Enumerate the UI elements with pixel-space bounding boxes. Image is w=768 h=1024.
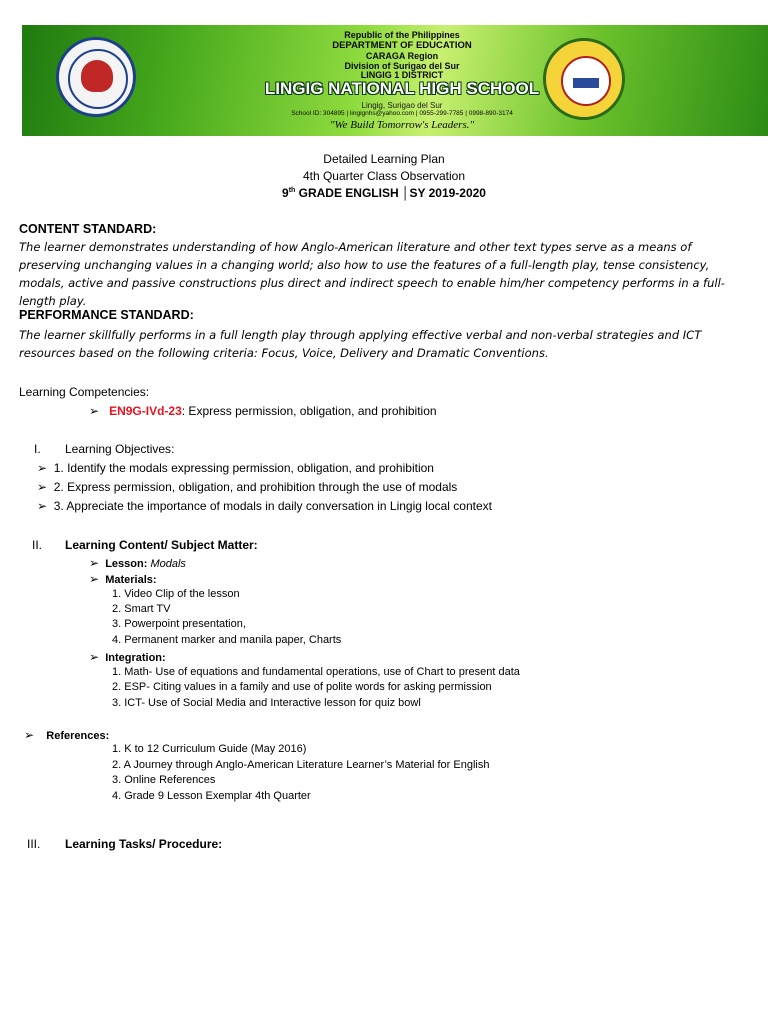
performance-standard-text: The learner skillfully performs in a full length play through applying effective verbal and non-verbal strategies and ICT resources based on the following criteria: Focus, Voice, Delivery and Dramatic Conventions.	[19, 328, 702, 360]
objective-item	[37, 461, 434, 475]
doc-title: Detailed Learning Plan	[323, 152, 445, 166]
reference-item: 2. A Journey through Anglo-American Literature Learner’s Material for English	[112, 759, 490, 771]
reference-item: 1. K to 12 Curriculum Guide (May 2016)	[112, 743, 307, 755]
competencies-label: Learning Competencies	[19, 385, 146, 399]
integration-item: 1. Math- Use of equations and fundamental operations, use of Chart to present data	[112, 666, 520, 678]
tasks-numeral: III.	[27, 837, 41, 851]
banner-motto: "We Build Tomorrow's Leaders."	[329, 119, 475, 131]
tasks-heading: Learning Tasks/ Procedure:	[65, 837, 223, 851]
bullet-arrow-icon: ➢	[24, 728, 35, 742]
reference-item: 3. Online References	[112, 774, 216, 786]
banner-location: Lingig, Surigao del Sur	[361, 101, 443, 110]
integration-label: Integration:	[105, 652, 166, 664]
objective-item	[37, 499, 492, 513]
objective-text: 2. Express permission, obligation, and prohibition through the use of modals	[53, 480, 458, 494]
bullet-arrow-icon: ➢	[89, 404, 100, 418]
material-item: 1. Video Clip of the lesson	[112, 588, 240, 600]
content-standard-heading: CONTENT STANDARD:	[19, 222, 157, 236]
materials-line	[89, 572, 157, 586]
integration-item: 3. ICT- Use of Social Media and Interactive lesson for quiz bowl	[112, 697, 421, 709]
bullet-arrow-icon: ➢	[37, 480, 48, 494]
lesson-label: Lesson:	[105, 558, 148, 570]
content-numeral: II.	[32, 538, 43, 552]
objectives-label: Learning Objectives	[65, 442, 172, 456]
banner-division: Division of Surigao del Sur	[344, 61, 460, 71]
objectives-colon: :	[171, 442, 175, 456]
integration-line	[89, 650, 166, 664]
competency-code: EN9G-IVd-23	[109, 404, 182, 418]
reference-item: 4. Grade 9 Lesson Exemplar 4th Quarter	[112, 790, 311, 802]
bullet-arrow-icon: ➢	[89, 556, 100, 570]
bullet-arrow-icon: ➢	[37, 499, 48, 513]
competencies-heading	[19, 385, 149, 399]
grade-suffix: th	[288, 187, 296, 194]
objective-text: 1. Identify the modals expressing permission, obligation, and prohibition	[53, 461, 434, 475]
bullet-arrow-icon: ➢	[89, 572, 100, 586]
lesson-value: Modals	[150, 558, 186, 570]
references-label: References:	[46, 730, 110, 742]
objectives-heading	[65, 442, 174, 456]
objective-text: 3. Appreciate the importance of modals in daily conversation in Lingig local context	[53, 499, 492, 513]
lesson-line	[89, 556, 186, 570]
performance-standard-heading: PERFORMANCE STANDARD:	[19, 308, 194, 322]
school-seal-icon	[543, 38, 625, 120]
competencies-colon: :	[145, 385, 150, 399]
bullet-arrow-icon: ➢	[37, 461, 48, 475]
competency-text: : Express permission, obligation, and prohibition	[181, 404, 437, 418]
content-standard-text: The learner demonstrates understanding of how Anglo-American literature and other text types serve as a means of preserving unchanging values in a changing world; also how to use the features of a full-length play, tense consistency, modals, active and passive constructions plus direct and indirect speech to enable him/her competency performs in a full-length play.	[19, 240, 725, 308]
deped-seal-icon	[56, 37, 136, 117]
references-line	[24, 728, 109, 742]
materials-label: Materials:	[105, 574, 157, 586]
integration-item: 2. ESP- Citing values in a family and use of polite words for asking permission	[112, 681, 492, 693]
material-item: 4. Permanent marker and manila paper, Charts	[112, 634, 342, 646]
doc-subtitle: 4th Quarter Class Observation	[302, 169, 466, 183]
grade-sy: GRADE ENGLISH │SY 2019-2020	[295, 186, 486, 200]
material-item: 2. Smart TV	[112, 603, 171, 615]
banner-republic: Republic of the Philippines	[344, 30, 460, 40]
bullet-arrow-icon: ➢	[89, 650, 100, 664]
banner-region: CARAGA Region	[365, 51, 439, 61]
banner-contact: School ID: 304895 | lingignhs@yahoo.com | 0955-299-7785 | 0998-890-3174	[291, 110, 513, 117]
objectives-numeral: I.	[34, 442, 41, 456]
school-header-banner	[22, 25, 768, 136]
material-item: 3. Powerpoint presentation,	[112, 618, 246, 630]
objective-item	[37, 480, 457, 494]
grade-number: 9	[282, 186, 289, 200]
content-heading: Learning Content/ Subject Matter:	[65, 538, 258, 552]
competency-item	[89, 404, 437, 418]
banner-department: DEPARTMENT OF EDUCATION	[332, 40, 472, 51]
banner-school-name: LINGIG NATIONAL HIGH SCHOOL	[264, 79, 540, 98]
doc-grade-line	[0, 186, 768, 200]
banner-district: LINGIG 1 DISTRICT	[360, 70, 444, 80]
